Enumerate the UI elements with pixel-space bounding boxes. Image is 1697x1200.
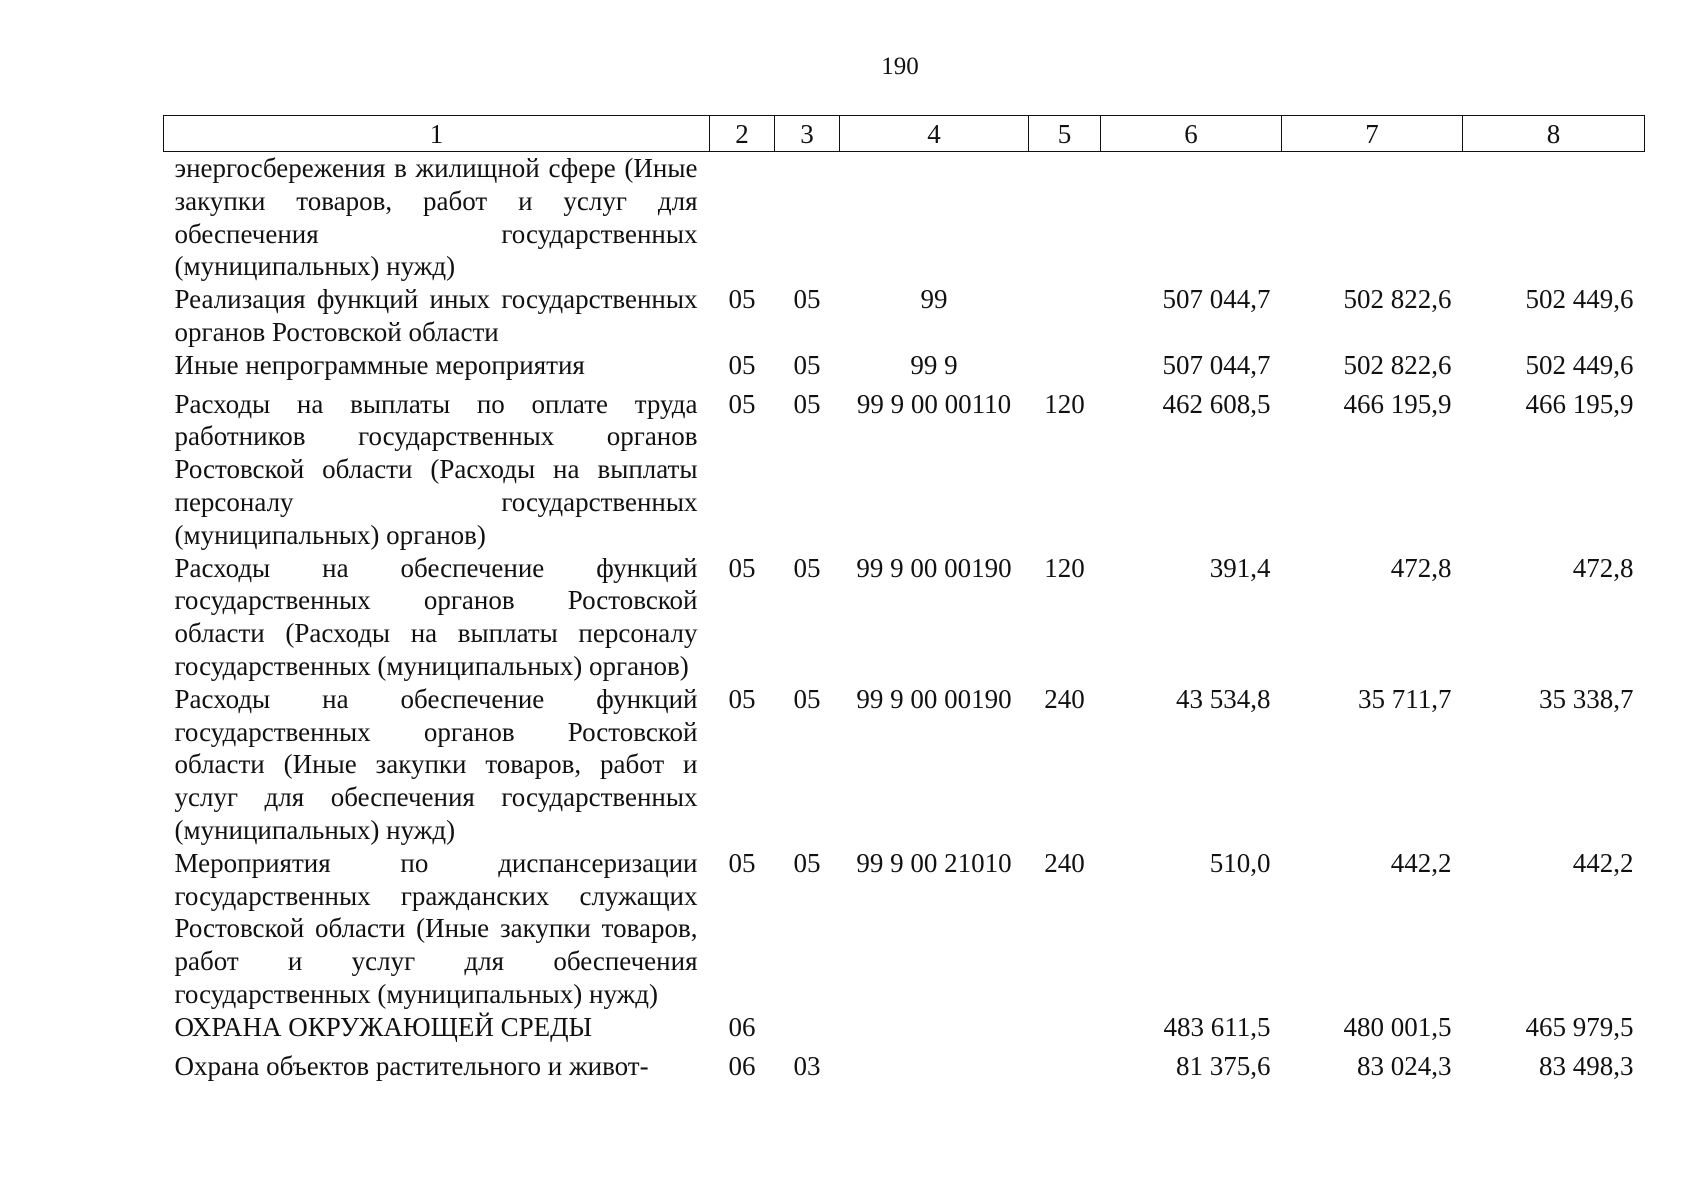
- row-value-8: 442,2: [1572, 847, 1634, 878]
- row-subsection: 05: [793, 349, 821, 380]
- header-col-3: 3: [775, 116, 840, 152]
- row-value-8: 502 449,6: [1525, 284, 1634, 315]
- row-value-6: 507 044,7: [1162, 284, 1271, 315]
- header-col-6: 6: [1101, 116, 1282, 152]
- row-value-8: 472,8: [1572, 552, 1634, 583]
- page-number: 190: [881, 53, 919, 80]
- row-target-code: 99: [920, 284, 948, 315]
- table-row: [164, 552, 1645, 683]
- row-name: энергосбережения в жилищной сфере (Иные закупки товаров, работ и услуг для обеспечения государственных (муниципальных) нужд): [174, 153, 698, 282]
- row-value-7: [1282, 152, 1463, 284]
- table-row: [164, 1011, 1645, 1044]
- table-header: [164, 116, 1645, 152]
- row-subsection: [775, 152, 840, 284]
- row-target-code: [840, 1044, 1029, 1083]
- row-value-8: 465 979,5: [1525, 1011, 1634, 1042]
- row-expense-type: [1029, 1044, 1101, 1083]
- row-subsection: [775, 1011, 840, 1044]
- row-value-6: 81 375,6: [1176, 1050, 1271, 1081]
- row-value-8: 502 449,6: [1525, 349, 1634, 380]
- header-col-1: 1: [164, 116, 710, 152]
- row-target-code: [840, 152, 1029, 284]
- header-col-7: 7: [1282, 116, 1463, 152]
- row-subsection: 05: [793, 683, 821, 714]
- row-value-8: 35 338,7: [1539, 683, 1634, 714]
- row-value-7: 442,2: [1390, 847, 1452, 878]
- row-name: Реализация функций иных государственных органов Ростовской области: [174, 284, 698, 347]
- row-section: 05: [728, 683, 756, 714]
- table-row: [164, 683, 1645, 847]
- row-target-code: 99 9 00 00190: [856, 552, 1012, 583]
- row-name: ОХРАНА ОКРУЖАЮЩЕЙ СРЕДЫ: [174, 1011, 593, 1042]
- row-subsection: 05: [793, 284, 821, 315]
- row-value-7: 83 024,3: [1357, 1050, 1452, 1081]
- header-col-2: 2: [710, 116, 775, 152]
- row-section: 05: [728, 388, 756, 419]
- row-target-code: 99 9 00 00190: [856, 683, 1012, 714]
- row-target-code: 99 9 00 00110: [856, 388, 1012, 419]
- table-row: [164, 382, 1645, 552]
- table-row: [164, 1044, 1645, 1083]
- row-name: Иные непрограммные мероприятия: [174, 349, 585, 380]
- row-subsection: 05: [793, 552, 821, 583]
- row-expense-type: 240: [1044, 683, 1085, 714]
- row-name: Расходы на обеспечение функций государственных органов Ростовской области (Расходы на выплаты персоналу государственных (муниципальных) органов): [174, 552, 698, 681]
- row-value-6: 43 534,8: [1176, 683, 1271, 714]
- row-section: 05: [728, 847, 756, 878]
- row-value-6: 462 608,5: [1162, 388, 1271, 419]
- row-name: Мероприятия по диспансеризации государственных гражданских служащих Ростовской области (Иные закупки товаров, работ и услуг для обеспечения государственных (муниципальных) нужд): [174, 847, 698, 1009]
- row-value-7: 466 195,9: [1343, 388, 1452, 419]
- row-value-7: 480 001,5: [1343, 1011, 1452, 1042]
- row-expense-type: [1029, 349, 1101, 382]
- row-value-6: 391,4: [1209, 552, 1271, 583]
- row-expense-type: [1029, 283, 1101, 349]
- row-expense-type: 120: [1044, 552, 1085, 583]
- row-expense-type: 120: [1044, 388, 1085, 419]
- row-name: Расходы на выплаты по оплате труда работников государственных органов Ростовской области (Расходы на выплаты персоналу государственных (муниципальных) органов): [174, 388, 698, 550]
- row-expense-type: [1029, 152, 1101, 284]
- row-value-6: 510,0: [1209, 847, 1271, 878]
- row-expense-type: 240: [1044, 847, 1085, 878]
- row-subsection: 05: [793, 388, 821, 419]
- row-value-6: 507 044,7: [1162, 349, 1271, 380]
- row-value-7: 502 822,6: [1343, 349, 1452, 380]
- row-section: [710, 152, 775, 284]
- row-expense-type: [1029, 1011, 1101, 1044]
- header-col-8: 8: [1463, 116, 1645, 152]
- row-target-code: 99 9 00 21010: [856, 847, 1012, 878]
- row-value-6: 483 611,5: [1163, 1011, 1271, 1042]
- row-subsection: 05: [793, 847, 821, 878]
- row-section: 05: [728, 284, 756, 315]
- header-row: [164, 116, 1645, 152]
- budget-table: [163, 115, 1645, 1082]
- row-value-7: 502 822,6: [1343, 284, 1452, 315]
- table-row: [164, 847, 1645, 1011]
- table-body: [164, 152, 1645, 1083]
- header-col-5: 5: [1029, 116, 1101, 152]
- row-value-8: [1463, 152, 1645, 284]
- row-section: 06: [728, 1011, 756, 1042]
- table-row: [164, 152, 1645, 284]
- row-value-8: 83 498,3: [1539, 1050, 1634, 1081]
- row-value-8: 466 195,9: [1525, 388, 1634, 419]
- table-row: [164, 349, 1645, 382]
- row-value-6: [1101, 152, 1282, 284]
- row-name: Охрана объектов растительного и живот-: [174, 1050, 649, 1081]
- row-value-7: 472,8: [1390, 552, 1452, 583]
- row-section: 05: [728, 349, 756, 380]
- row-section: 05: [728, 552, 756, 583]
- row-subsection: 03: [793, 1050, 821, 1081]
- row-section: 06: [728, 1050, 756, 1081]
- row-target-code: [840, 1011, 1029, 1044]
- row-name: Расходы на обеспечение функций государственных органов Ростовской области (Иные закупки товаров, работ и услуг для обеспечения государственных (муниципальных) нужд): [174, 683, 698, 845]
- table-row: [164, 283, 1645, 349]
- row-target-code: 99 9: [910, 349, 958, 380]
- header-col-4: 4: [840, 116, 1029, 152]
- row-value-7: 35 711,7: [1358, 683, 1452, 714]
